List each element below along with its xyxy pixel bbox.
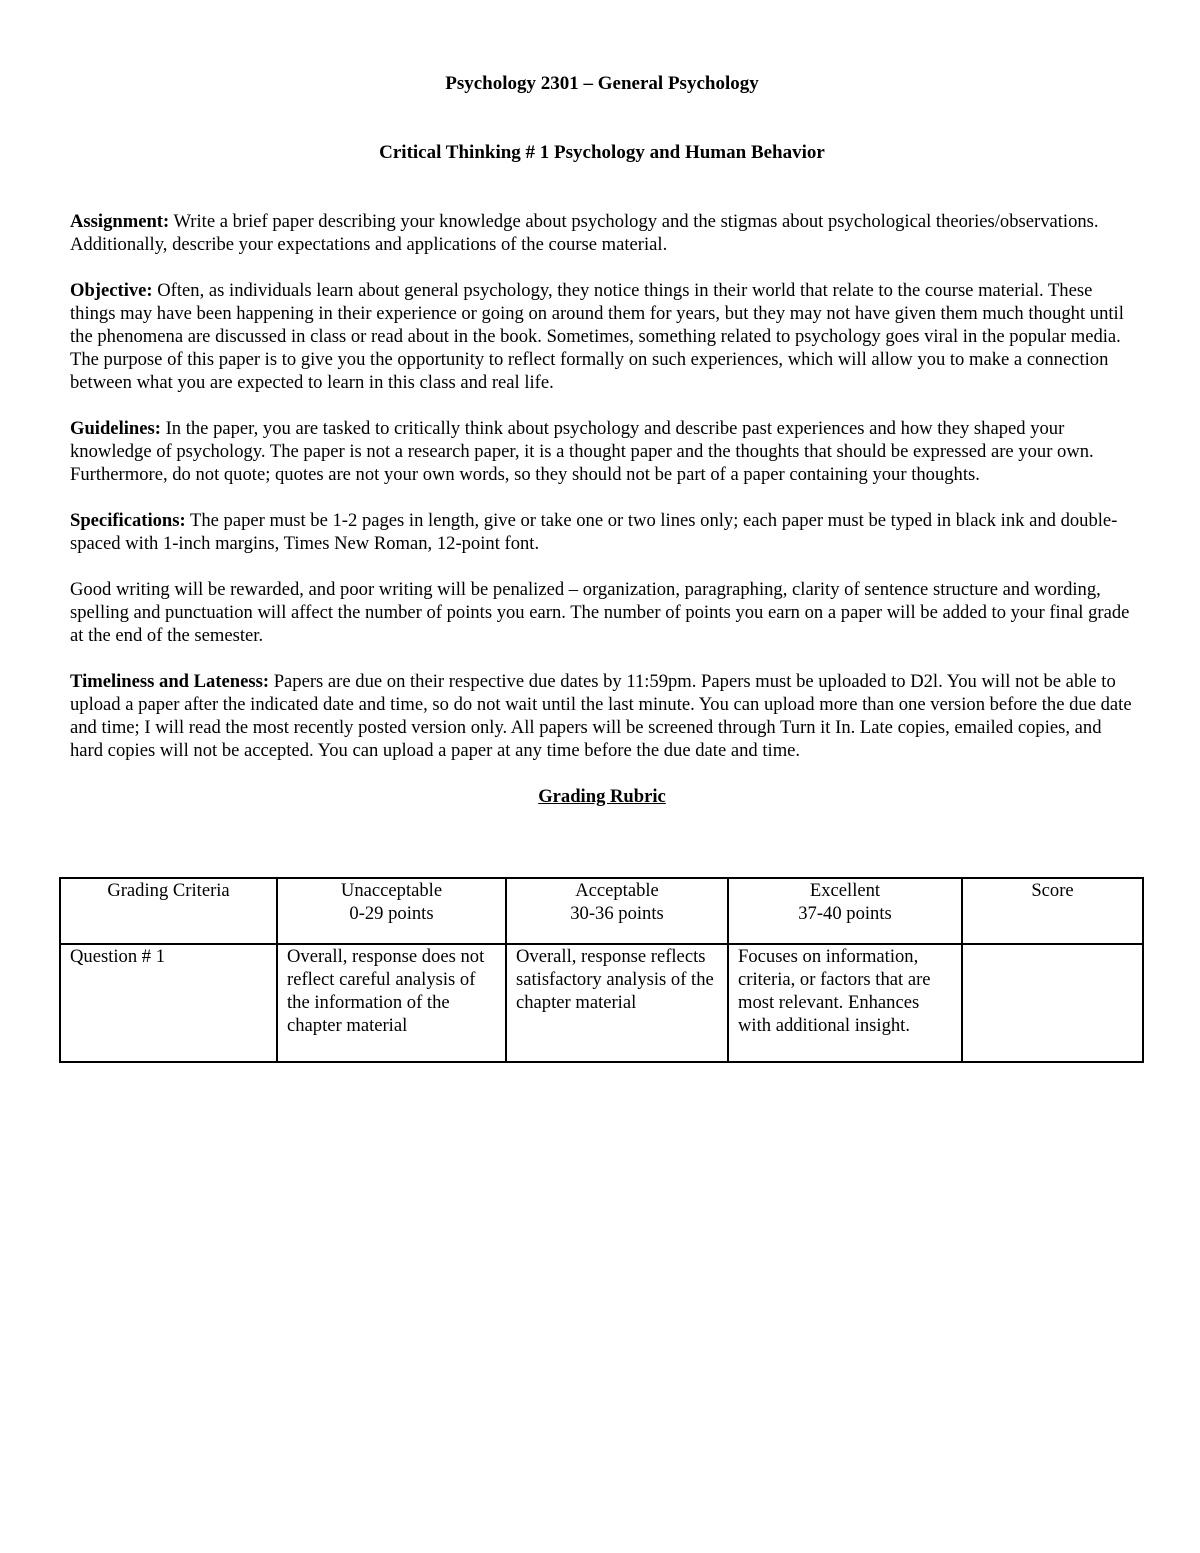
timeliness-text: Papers are due on their respective due dates by 11:59pm. Papers must be uploaded to D2l. You will not be able to upload a paper after the indicated date and time, so do not wait until the last minute. You can upload more than one version before the due date and time; I will read the most recently posted version only. All papers will be screened through Turn it In. Late copies, emailed copies, and hard copies will not be accepted. You can upload a paper at any time before the due date and time. [70, 671, 1132, 761]
objective-paragraph [70, 279, 1134, 394]
guidelines-text: In the paper, you are tasked to critically think about psychology and describe past experiences and how they shaped your knowledge of psychology. The paper is not a research paper, it is a thought paper and the thoughts that should be expressed are your own. Furthermore, do not quote; quotes are not your own words, so they should not be part of a paper containing your thoughts. [70, 418, 1094, 485]
header-grading-criteria: Grading Criteria [60, 878, 277, 944]
assignment-title: Critical Thinking # 1 Psychology and Human Behavior [379, 142, 825, 163]
header-excellent [728, 878, 962, 944]
cell-excellent: Focuses on information, criteria, or factors that are most relevant. Enhances with additional insight. [728, 944, 962, 1062]
rubric-row-question-1 [60, 944, 1143, 1062]
header-excellent-label: Excellent [809, 880, 881, 901]
header-acceptable-points: 30-36 points [570, 903, 664, 924]
header-acceptable-label: Acceptable [575, 880, 659, 901]
timeliness-label: Timeliness and Lateness: [70, 671, 270, 692]
cell-unacceptable: Overall, response does not reflect careful analysis of the information of the chapter material [277, 944, 506, 1062]
specifications-label: Specifications: [70, 510, 186, 531]
document-page [70, 72, 1134, 808]
assignment-label: Assignment: [70, 211, 170, 232]
cell-acceptable: Overall, response reflects satisfactory analysis of the chapter material [506, 944, 728, 1062]
header-excellent-points: 37-40 points [798, 903, 892, 924]
objective-label: Objective: [70, 280, 153, 301]
rubric-heading: Grading Rubric [538, 786, 666, 807]
assignment-paragraph [70, 210, 1134, 256]
specifications-paragraph [70, 509, 1134, 555]
guidelines-label: Guidelines: [70, 418, 161, 439]
good-writing-paragraph: Good writing will be rewarded, and poor writing will be penalized – organization, paragraphing, clarity of sentence structure and wording, spelling and punctuation will affect the number of points you earn. The number of points you earn on a paper will be added to your final grade at the end of the semester. [70, 579, 1130, 646]
header-score: Score [962, 878, 1143, 944]
header-acceptable [506, 878, 728, 944]
guidelines-paragraph [70, 417, 1134, 486]
timeliness-paragraph [70, 670, 1134, 762]
assignment-text: Write a brief paper describing your knowledge about psychology and the stigmas about psychological theories/observations. Additionally, describe your expectations and applications of the course material. [70, 211, 1099, 255]
specifications-text: The paper must be 1-2 pages in length, give or take one or two lines only; each paper must be typed in black ink and double-spaced with 1-inch margins, Times New Roman, 12-point font. [70, 510, 1118, 554]
header-unacceptable-points: 0-29 points [349, 903, 434, 924]
cell-score [962, 944, 1143, 1062]
rubric-header-row [60, 878, 1143, 944]
header-unacceptable-label: Unacceptable [340, 880, 443, 901]
grading-rubric-table [59, 877, 1144, 1063]
course-title: Psychology 2301 – General Psychology [445, 73, 759, 94]
cell-criteria: Question # 1 [60, 944, 277, 1062]
header-unacceptable [277, 878, 506, 944]
objective-text: Often, as individuals learn about general psychology, they notice things in their world that relate to the course material. These things may have been happening in their experience or going on around them for years, but they may not have given them much thought until the phenomena are discussed in class or read about in the book. Sometimes, something related to psychology goes viral in the popular media. The purpose of this paper is to give you the opportunity to reflect formally on such experiences, which will allow you to make a connection between what you are expected to learn in this class and real life. [70, 280, 1124, 393]
